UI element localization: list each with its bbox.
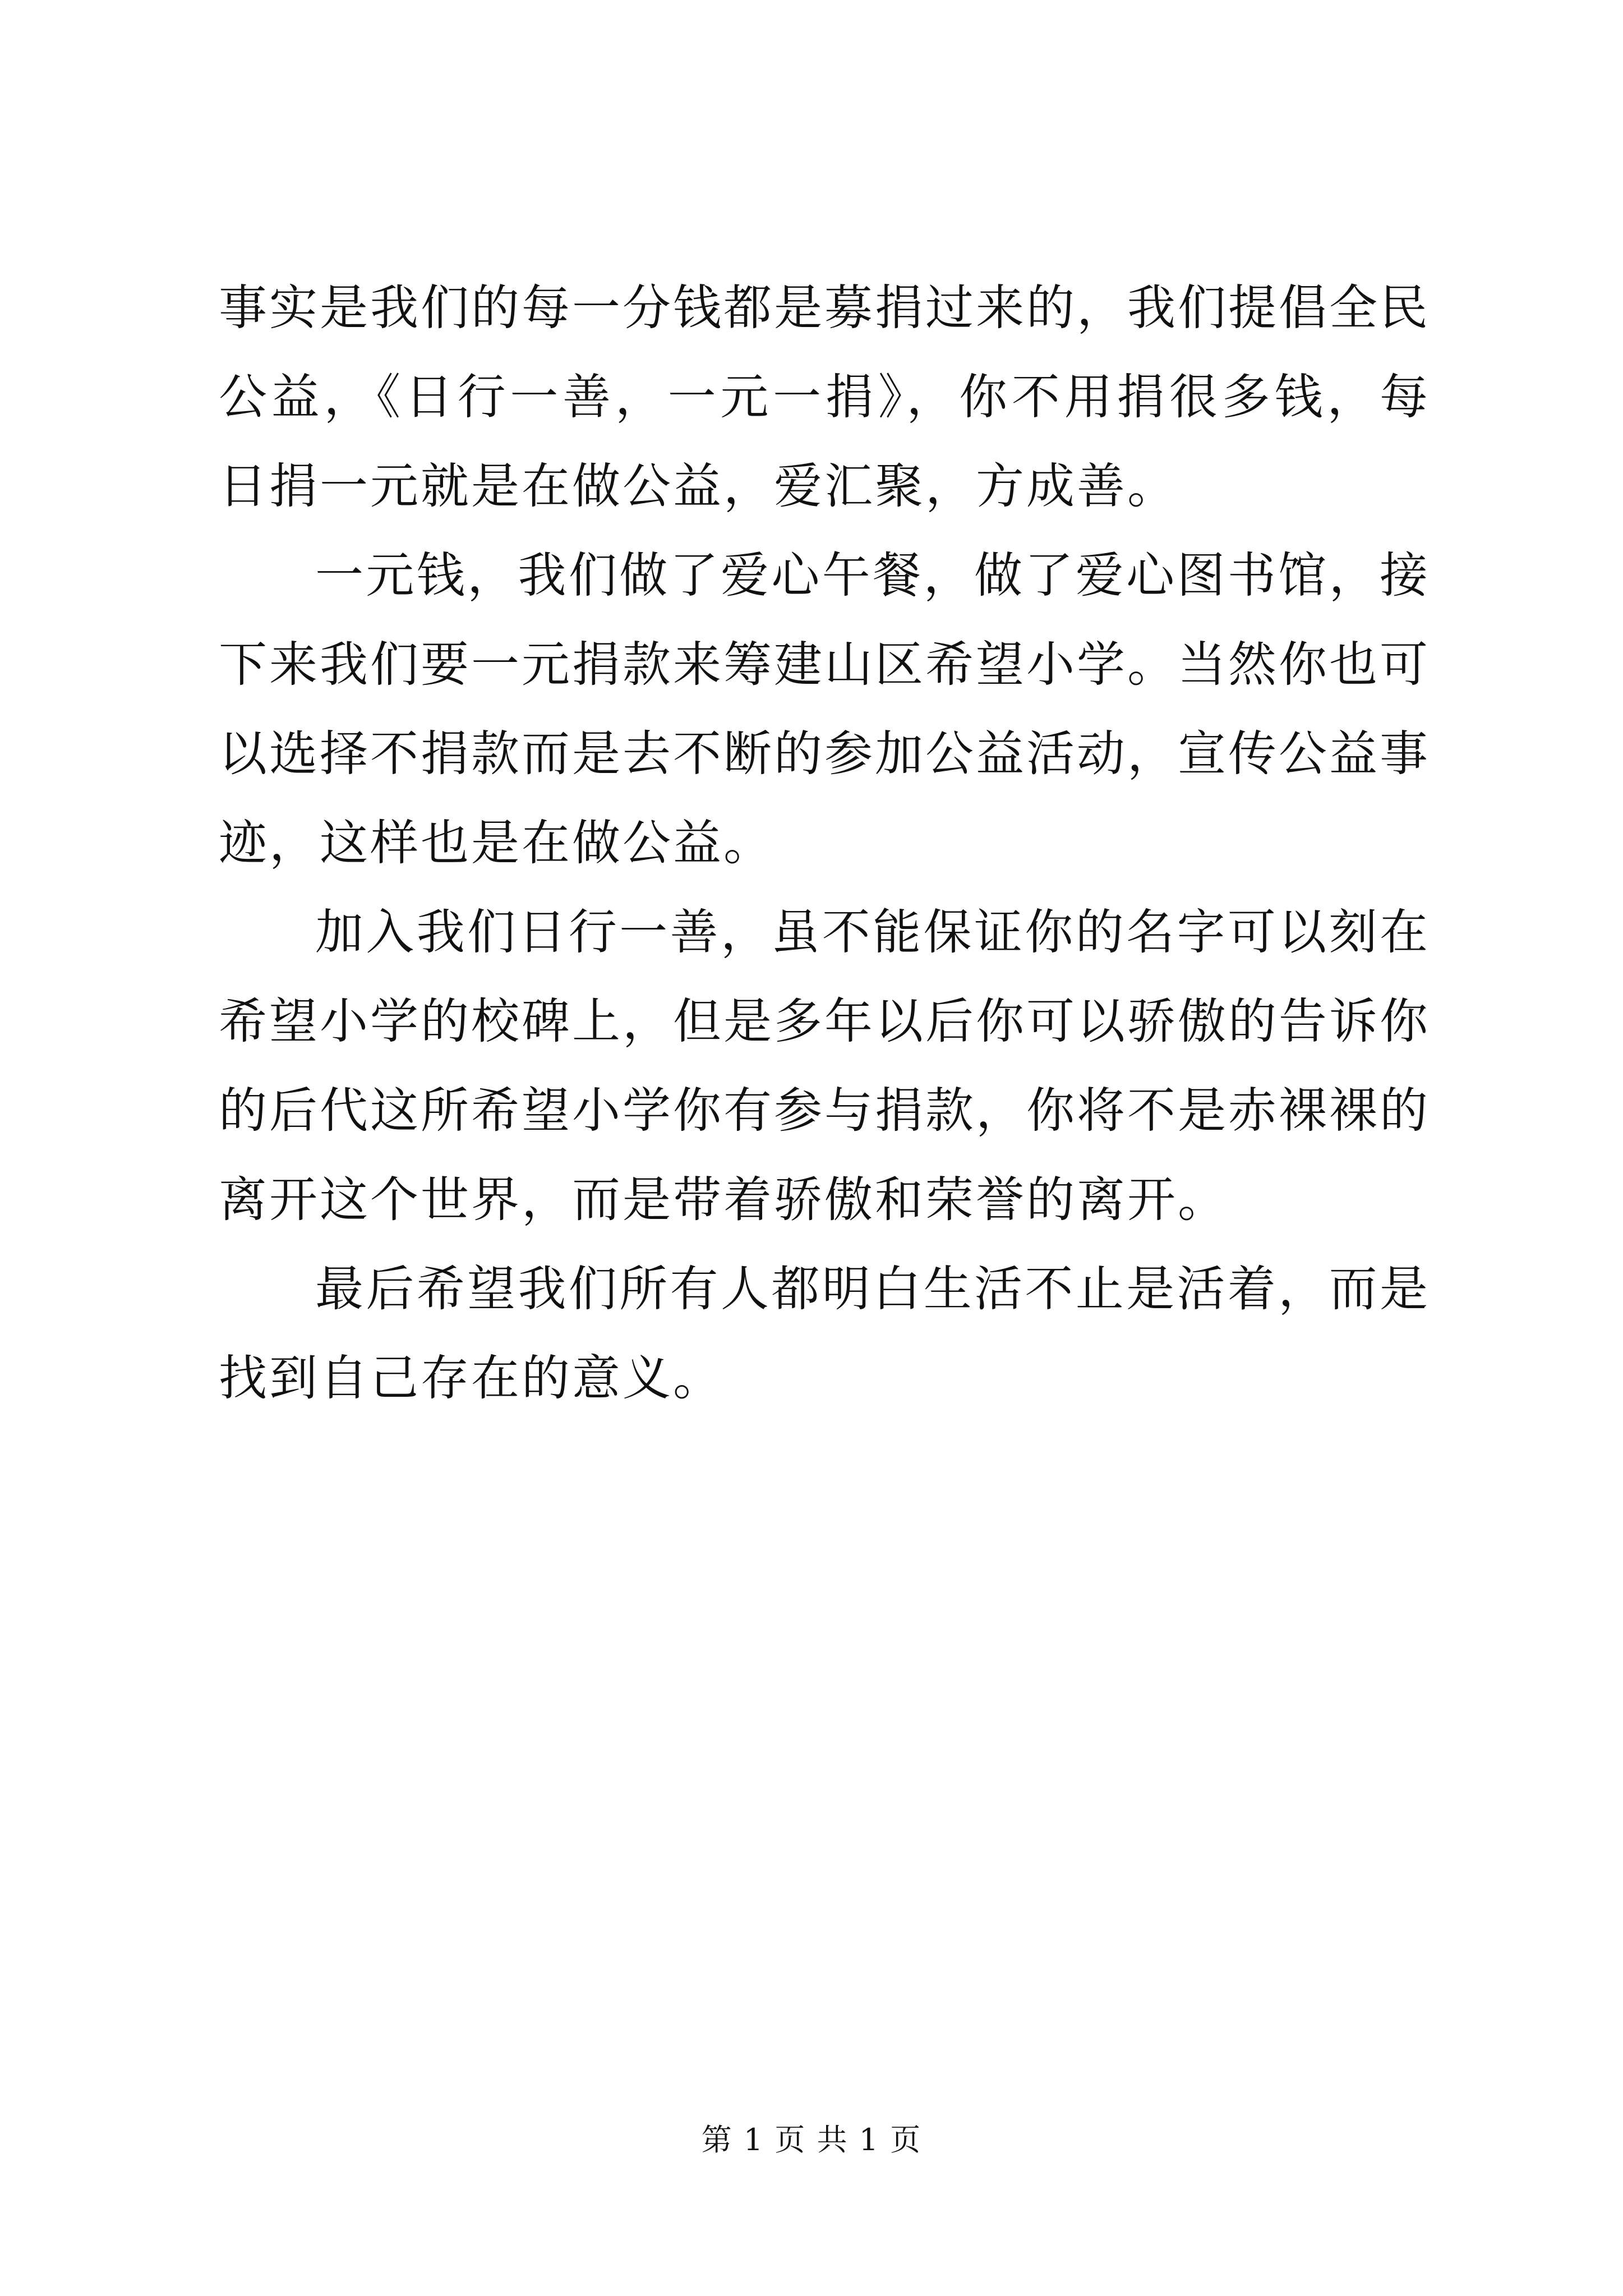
paragraph-continuation: 事实是我们的每一分钱都是募捐过来的，我们提倡全民公益，《日行一善，一元一捐》，你不用捐很多钱，每日捐一元就是在做公益，爱汇聚，方成善。	[219, 280, 1430, 514]
paragraph-join-us: 加入我们日行一善，虽不能保证你的名字可以刻在希望小学的校碑上，但是多年以后你可以骄傲的告诉你的后代这所希望小学你有参与捐款，你将不是赤裸裸的离开这个世界，而是带着骄傲和荣誉的离开。	[219, 904, 1430, 1228]
page-number-footer: 第 1 页 共 1 页	[701, 2122, 922, 2157]
paragraph-one-yuan: 一元钱，我们做了爱心午餐，做了爱心图书馆，接下来我们要一元捐款来筹建山区希望小学。当然你也可以选择不捐款而是去不断的参加公益活动，宣传公益事迹，这样也是在做公益。	[219, 547, 1430, 871]
document-body	[219, 264, 1430, 1423]
paragraph-conclusion: 最后希望我们所有人都明白生活不止是活着，而是找到自己存在的意义。	[219, 1261, 1430, 1406]
